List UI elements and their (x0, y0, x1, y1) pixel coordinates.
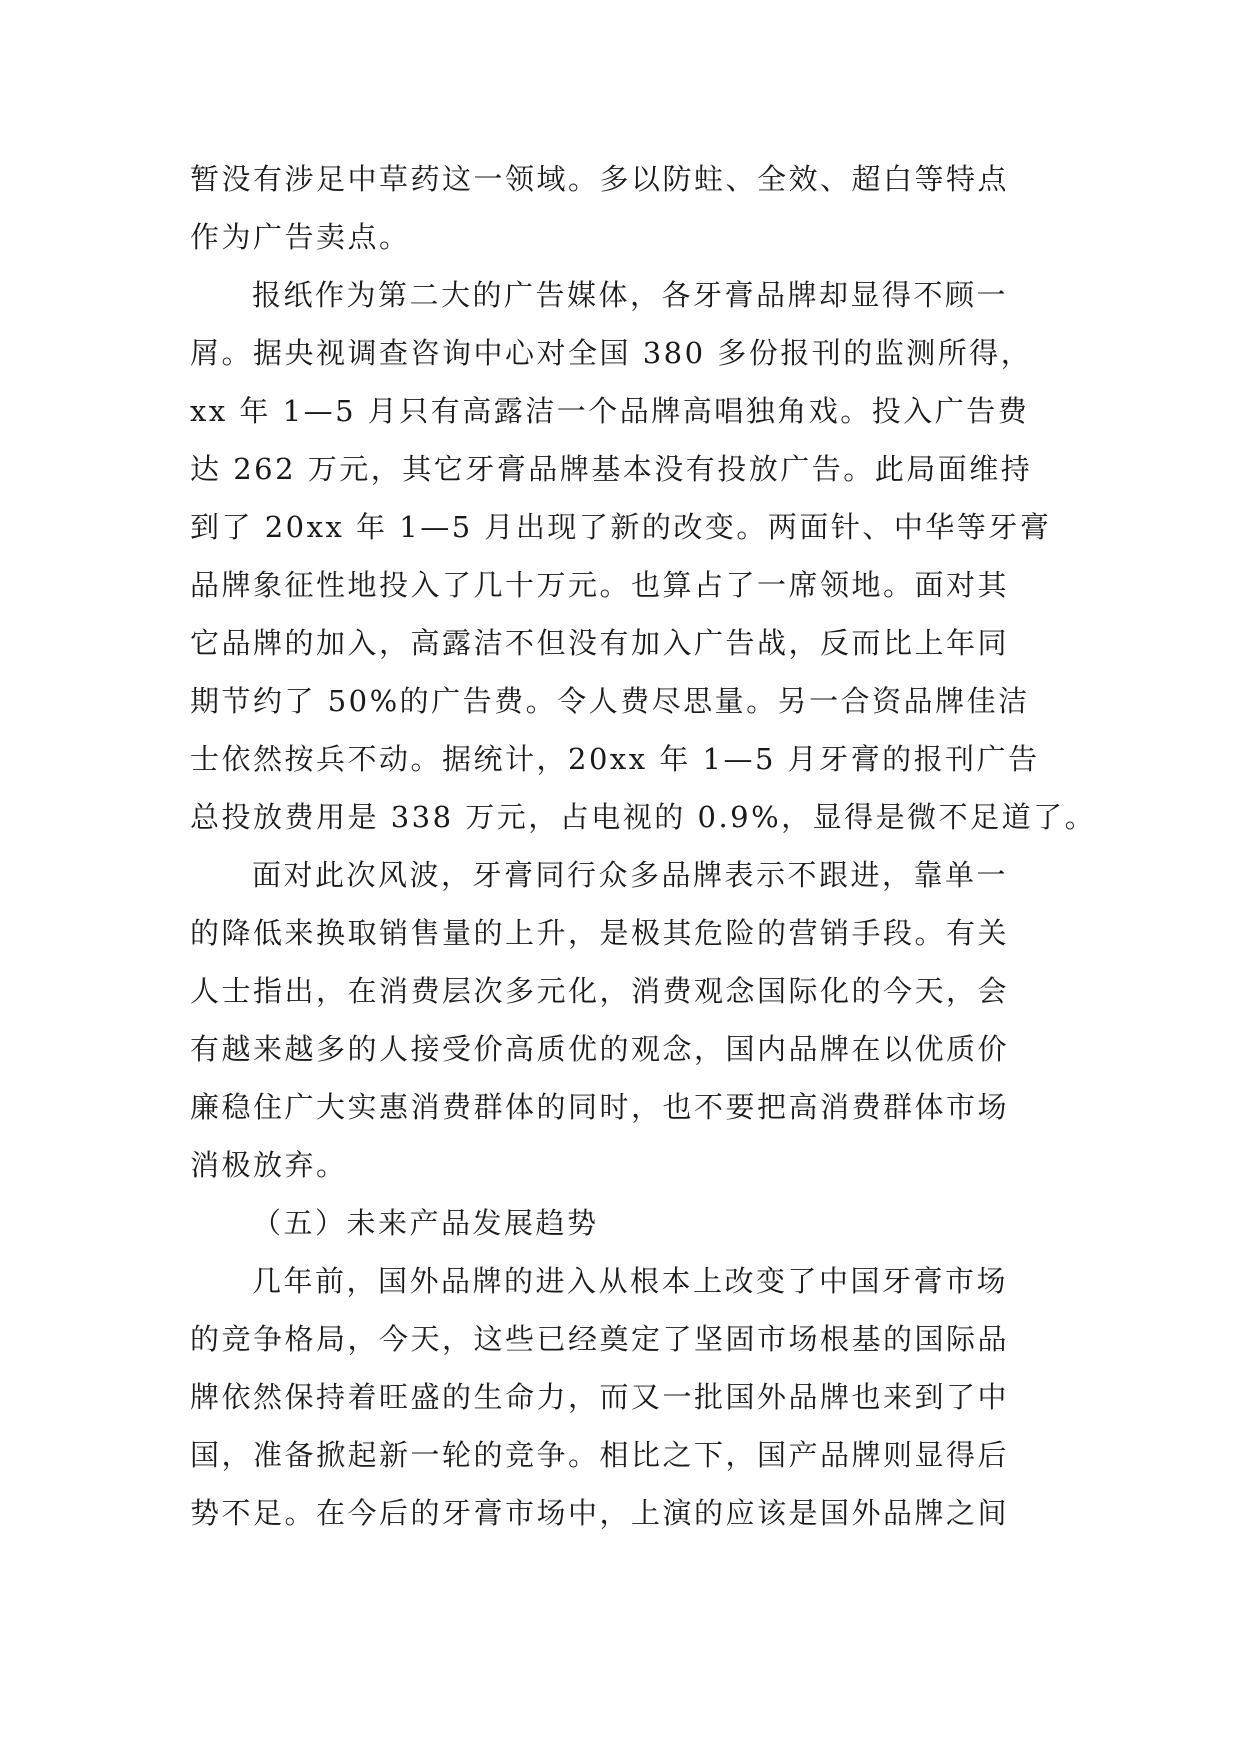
text-line: 报纸作为第二大的广告媒体，各牙膏品牌却显得不顾一 (252, 278, 1009, 312)
text-line: xx 年 1—5 月只有高露洁一个品牌高唱独角戏。投入广告费 (190, 394, 1030, 428)
text-line: 总投放费用是 338 万元，占电视的 0.9%，显得是微不足道了。 (190, 800, 1097, 834)
text-line: 廉稳住广大实惠消费群体的同时，也不要把高消费群体市场 (190, 1090, 1010, 1124)
text-line: 势不足。在今后的牙膏市场中，上演的应该是国外品牌之间 (190, 1496, 1010, 1530)
text-line: 牌依然保持着旺盛的生命力，而又一批国外品牌也来到了中 (190, 1380, 1010, 1414)
text-line: 国，准备掀起新一轮的竞争。相比之下，国产品牌则显得后 (190, 1438, 1010, 1472)
text-line: 它品牌的加入，高露洁不但没有加入广告战，反而比上年同 (190, 626, 1010, 660)
text-line: 作为广告卖点。 (190, 220, 411, 254)
text-line: 到了 20xx 年 1—5 月出现了新的改变。两面针、中华等牙膏 (190, 510, 1052, 544)
text-line: 士依然按兵不动。据统计，20xx 年 1—5 月牙膏的报刊广告 (190, 742, 1040, 776)
paragraph-1 (190, 150, 1060, 266)
text-line: 品牌象征性地投入了几十万元。也算占了一席领地。面对其 (190, 568, 1010, 602)
text-line: 期节约了 50%的广告费。令人费尽思量。另一合资品牌佳洁 (190, 684, 1030, 718)
document-body (190, 150, 1097, 1542)
text-line: 达 262 万元，其它牙膏品牌基本没有投放广告。此局面维持 (190, 452, 1033, 486)
paragraph-2 (190, 266, 1097, 846)
text-line: 的竞争格局，今天，这些已经奠定了坚固市场根基的国际品 (190, 1322, 1010, 1356)
section-heading-text: （五）未来产品发展趋势 (252, 1206, 599, 1240)
section-heading (190, 1194, 1060, 1252)
paragraph-4 (190, 1252, 1060, 1542)
text-line: 暂没有涉足中草药这一领域。多以防蛀、全效、超白等特点 (190, 162, 1010, 196)
paragraph-3 (190, 846, 1060, 1194)
text-line: 有越来越多的人接受价高质优的观念，国内品牌在以优质价 (190, 1032, 1010, 1066)
text-line: 人士指出，在消费层次多元化，消费观念国际化的今天，会 (190, 974, 1010, 1008)
text-line: 的降低来换取销售量的上升，是极其危险的营销手段。有关 (190, 916, 1010, 950)
text-line: 几年前，国外品牌的进入从根本上改变了中国牙膏市场 (252, 1264, 1009, 1298)
text-line: 消极放弃。 (190, 1148, 348, 1182)
text-line: 屑。据央视调查咨询中心对全国 380 多份报刊的监测所得， (190, 336, 1033, 370)
text-line: 面对此次风波，牙膏同行众多品牌表示不跟进，靠单一 (252, 858, 1009, 892)
